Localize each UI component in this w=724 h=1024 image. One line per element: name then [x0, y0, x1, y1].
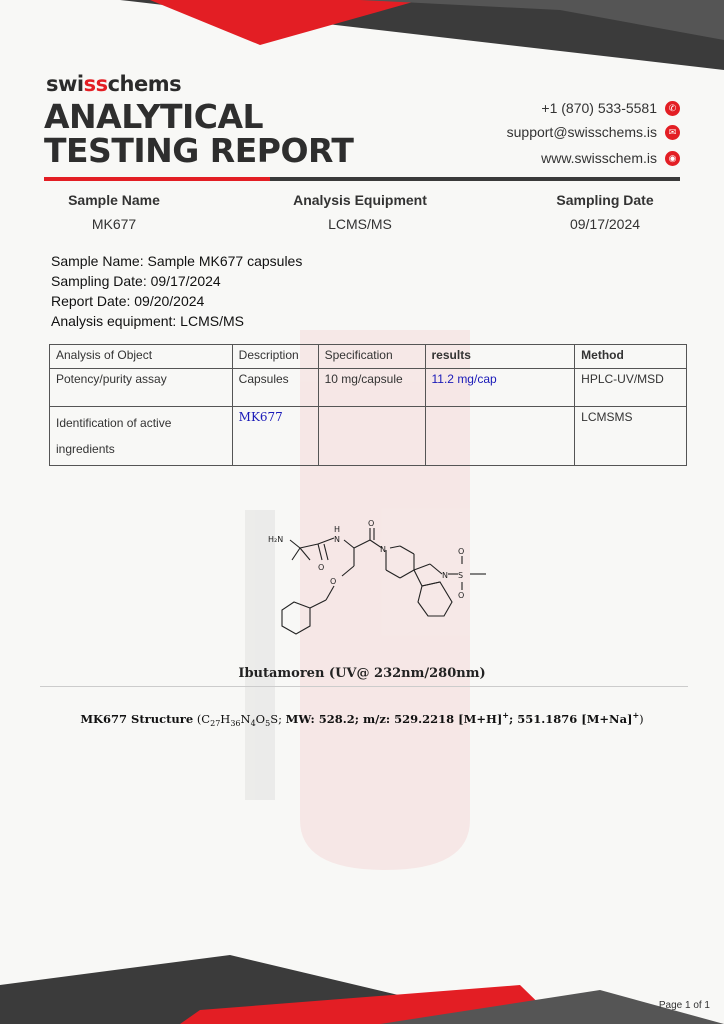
sample-name-label: Sample Name [68, 192, 160, 208]
phone-text: +1 (870) 533-5581 [541, 100, 657, 116]
formula-line [0, 710, 724, 728]
formula-h: H [220, 711, 231, 726]
equipment-value: LCMS/MS [328, 216, 392, 232]
header-description: Description [232, 345, 318, 369]
report-title-line2: TESTING REPORT [44, 131, 354, 170]
label-s: S [458, 571, 464, 580]
globe-icon: ◉ [665, 151, 680, 166]
cell-specification: 10 mg/capsule [318, 369, 425, 407]
cell-object [50, 407, 233, 466]
cell-object: Potency/purity assay [50, 369, 233, 407]
label-n-amide: N [334, 535, 340, 544]
header-specification: Specification [318, 345, 425, 369]
table-row [50, 407, 687, 466]
sampling-date-label: Sampling Date [556, 192, 654, 208]
formula-o: O [255, 711, 266, 726]
header-results: results [425, 345, 575, 369]
formula-mid: ; 551.1876 [M+Na] [508, 711, 633, 726]
label-o-carbonyl1: O [318, 563, 325, 572]
label-o-ether: O [330, 577, 337, 586]
formula-n-sub: 4 [250, 719, 256, 729]
cell-results: 11.2 mg/cap [425, 369, 575, 407]
formula-mw: MW: 528.2; m/z: 529.2218 [M+H] [285, 711, 503, 726]
cell-description: MK677 [232, 407, 318, 466]
website-text: www.swisschem.is [541, 150, 657, 166]
header-method: Method [575, 345, 687, 369]
formula-s: S; [270, 711, 282, 726]
sample-info-block [51, 251, 302, 331]
contact-email [420, 124, 680, 140]
formula-close: ) [639, 711, 644, 726]
compound-caption: Ibutamoren (UV@ 232nm/280nm) [238, 666, 486, 681]
formula-plus2: + [632, 710, 640, 720]
cell-object-line2: ingredients [56, 442, 115, 456]
brand-logo: swisschems [46, 72, 182, 96]
formula-plus1: + [502, 710, 509, 720]
sample-name-value: MK677 [91, 216, 137, 232]
formula-name: MK677 Structure [80, 711, 194, 726]
cell-method: HPLC-UV/MSD [575, 369, 687, 407]
cell-specification [318, 407, 425, 466]
label-h: H [334, 525, 341, 534]
formula-n: N [240, 711, 251, 726]
header-rule-red [44, 177, 270, 181]
label-o-sulfonyl1: O [458, 547, 465, 556]
info-sampling-date: Sampling Date: 09/17/2024 [51, 273, 221, 289]
header-object: Analysis of Object [50, 345, 233, 369]
info-report-date: Report Date: 09/20/2024 [51, 293, 205, 309]
cell-method: LCMSMS [575, 407, 687, 466]
contact-website [420, 150, 680, 166]
mail-icon: ✉ [665, 125, 680, 140]
results-table [49, 344, 687, 466]
label-o-sulfonyl2: O [458, 591, 465, 600]
table-row [50, 369, 687, 407]
label-n-piperidine: N [380, 545, 386, 554]
page-number: Page 1 of 1 [658, 1000, 710, 1011]
formula-h-sub: 36 [230, 719, 241, 729]
report-title [44, 97, 354, 170]
formula-o-sub: 5 [265, 719, 271, 729]
email-text: support@swisschems.is [506, 124, 657, 140]
caption-divider [40, 686, 688, 687]
cell-description: Capsules [232, 369, 318, 407]
cell-results [425, 407, 575, 466]
formula-open: (C [196, 711, 211, 726]
cell-object-line1: Identification of active [56, 416, 172, 430]
phone-icon: ✆ [665, 101, 680, 116]
equipment-label: Analysis Equipment [293, 192, 427, 208]
header-rule-dark [270, 177, 680, 181]
contact-phone [420, 100, 680, 116]
sampling-date-value: 09/17/2024 [569, 216, 641, 232]
report-title-line1: ANALYTICAL [44, 97, 264, 136]
chemical-structure-diagram [262, 520, 512, 650]
label-h2n: H₂N [268, 535, 284, 544]
label-n-indoline: N [442, 571, 448, 580]
info-sample-name: Sample Name: Sample MK677 capsules [51, 253, 303, 269]
label-o-carbonyl2: O [368, 520, 375, 528]
table-header-row [50, 345, 687, 369]
formula-c-sub: 27 [210, 719, 221, 729]
info-equipment: Analysis equipment: LCMS/MS [51, 313, 244, 329]
